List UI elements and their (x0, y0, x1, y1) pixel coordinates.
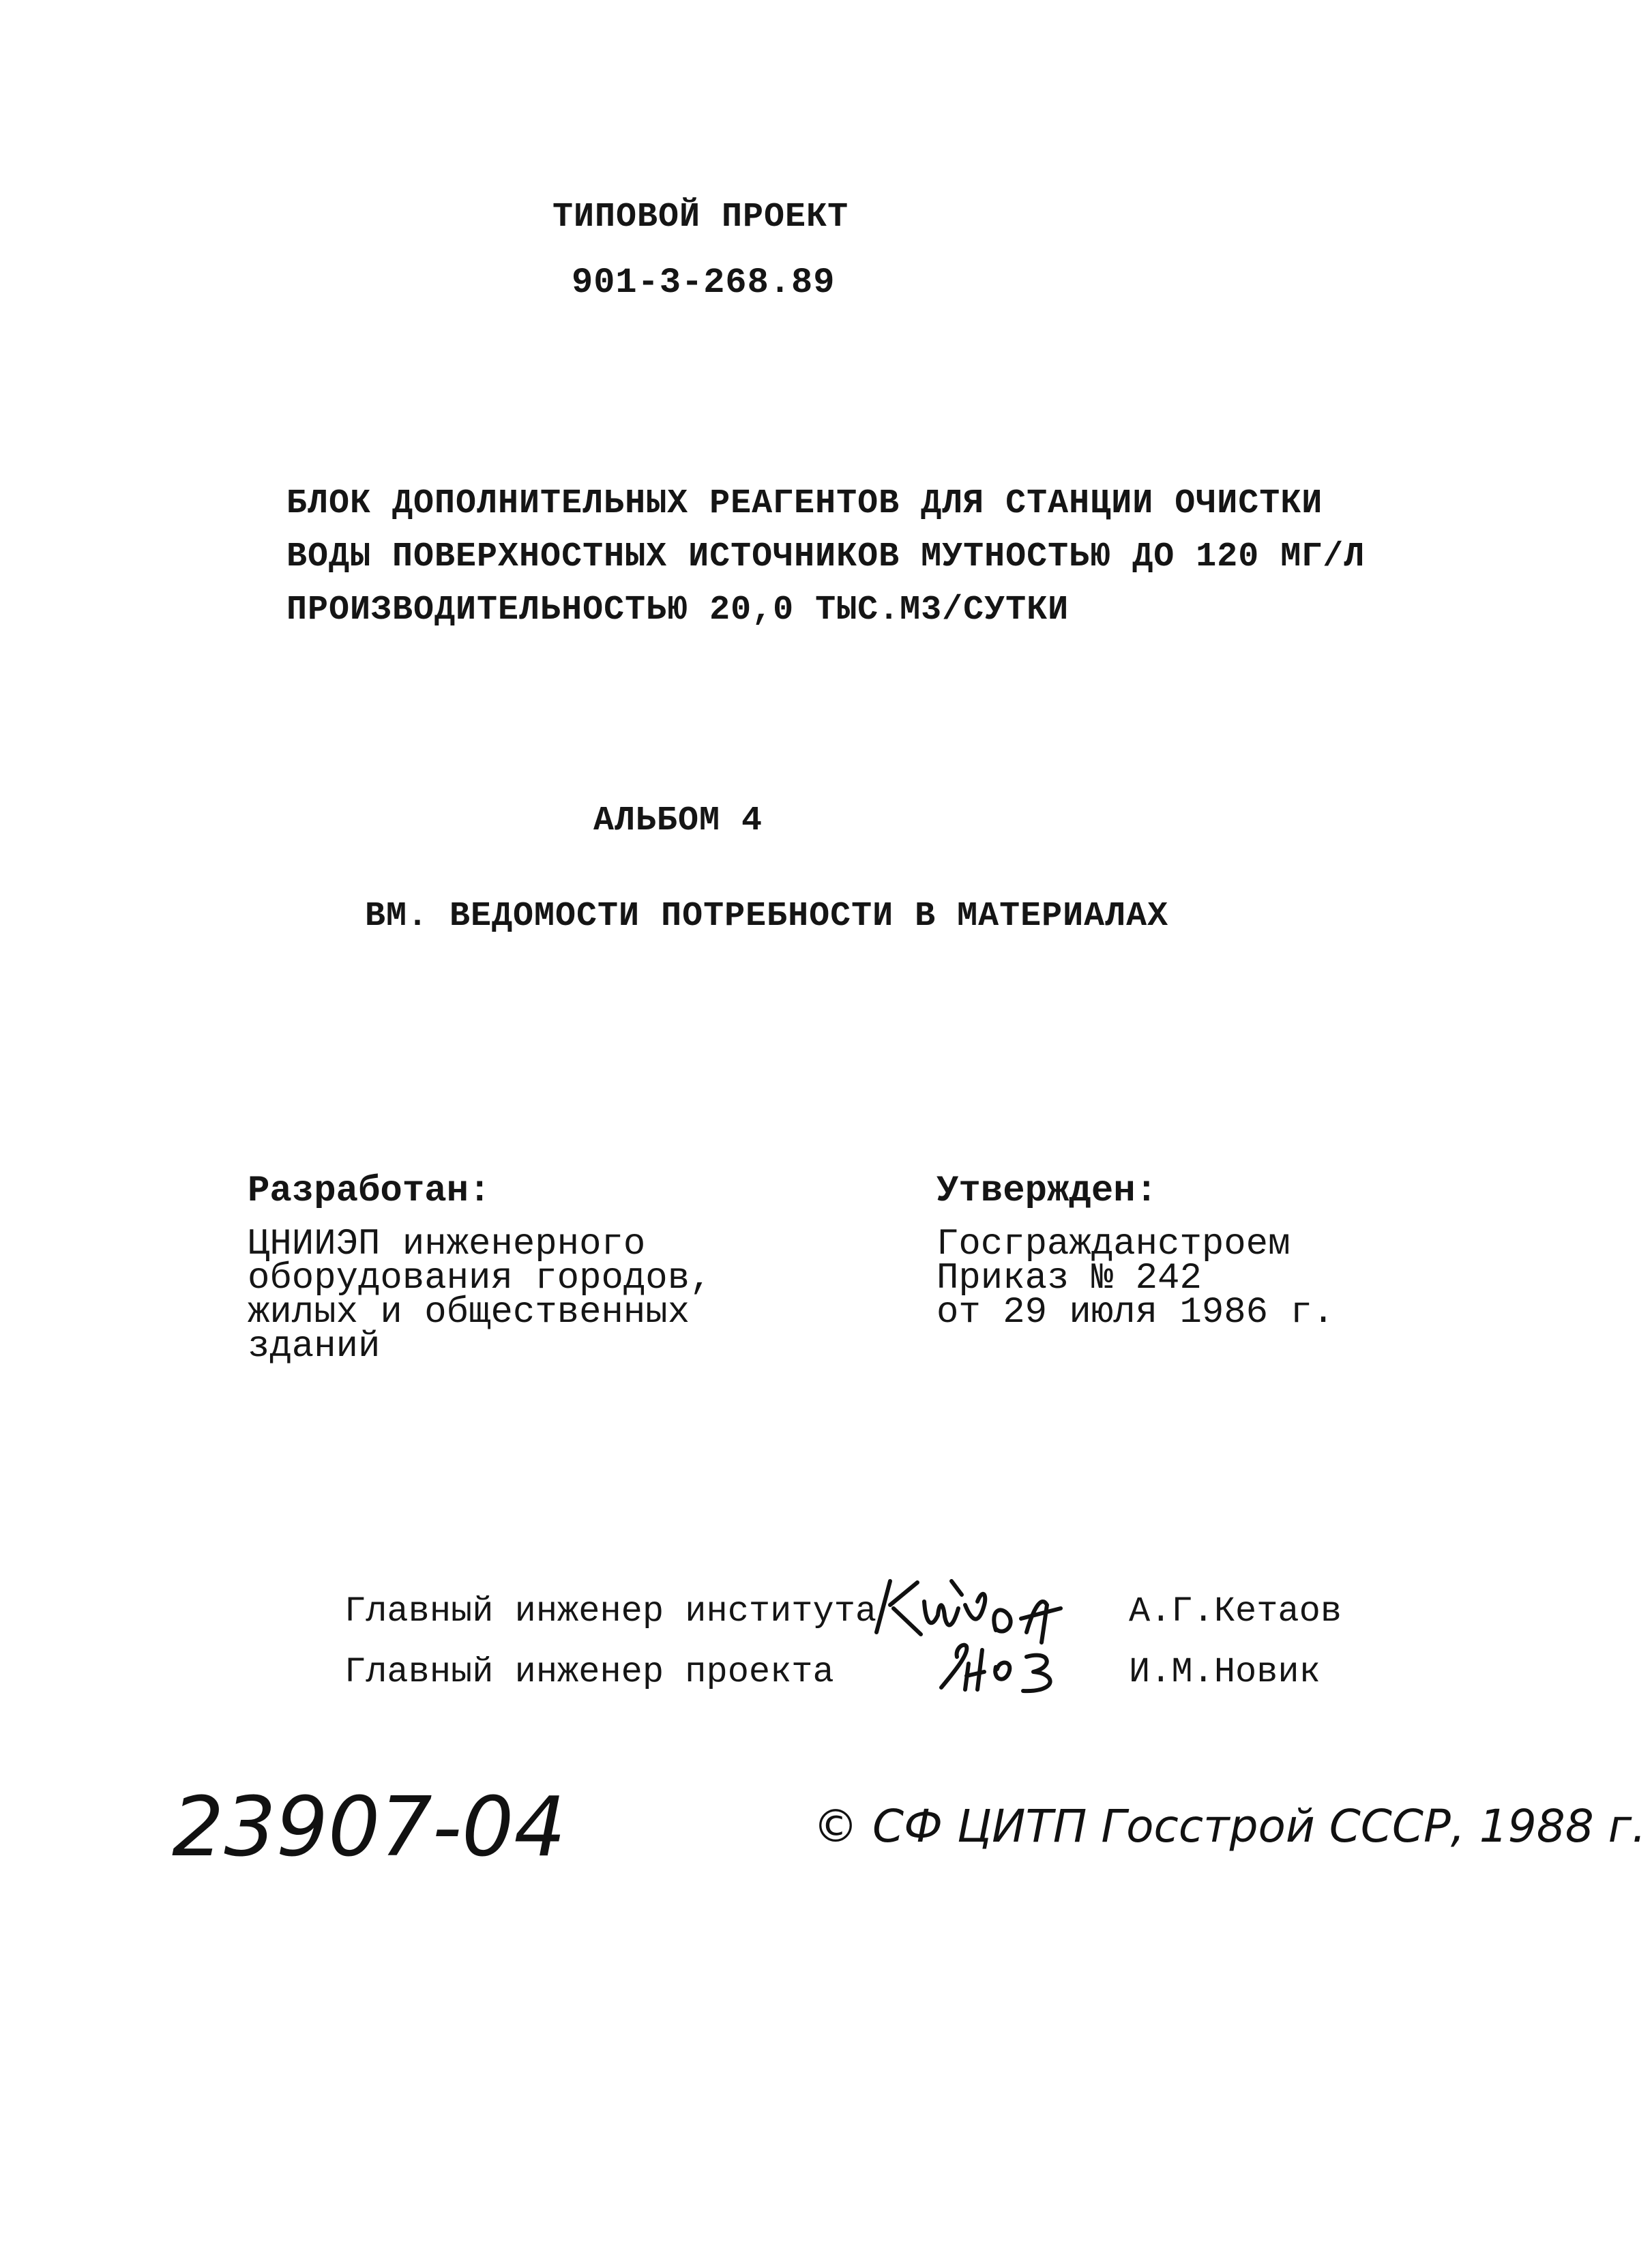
developed-heading: Разработан: (248, 1170, 491, 1212)
handwritten-archive-number-graphic (165, 1773, 566, 1883)
developed-line-4: зданий (248, 1326, 381, 1368)
signature-name: А.Г.Кетаов (1129, 1591, 1342, 1632)
signature-name: И.М.Новик (1129, 1652, 1321, 1692)
signature-row-chief-engineer-institute (344, 1591, 1342, 1632)
developed-line-2: оборудования городов, (248, 1258, 712, 1299)
approved-by-block (936, 1170, 1335, 1333)
developed-line-3: жилых и общественных (248, 1292, 690, 1333)
project-title (286, 484, 1365, 644)
signature-title: Главный инженер института (344, 1591, 877, 1632)
title-line-1: БЛОК ДОПОЛНИТЕЛЬНЫХ РЕАГЕНТОВ ДЛЯ СТАНЦИИ ОЧИСТКИ (286, 484, 1323, 523)
approved-line-1: Госгражданстроем (936, 1224, 1290, 1265)
project-number: 901-3-268.89 (572, 263, 836, 303)
title-line-2: ВОДЫ ПОВЕРХНОСТНЫХ ИСТОЧНИКОВ МУТНОСТЬЮ ДО 120 МГ/Л (286, 537, 1366, 576)
developed-by-block (248, 1170, 712, 1368)
signature-title: Главный инженер проекта (344, 1652, 834, 1692)
signature-row-chief-engineer-project (344, 1652, 1321, 1692)
developed-line-1: ЦНИИЭП инженерного (248, 1224, 646, 1265)
approved-line-3: от 29 июля 1986 г. (936, 1292, 1335, 1333)
album-subtitle: ВМ. ВЕДОМОСТИ ПОТРЕБНОСТИ В МАТЕРИАЛАХ (365, 897, 1169, 936)
copyright-stamp (813, 1782, 1647, 1881)
approved-line-2: Приказ № 242 (936, 1258, 1202, 1299)
project-label: ТИПОВОЙ ПРОЕКТ (552, 198, 849, 237)
archive-number-text: 23907-04 (172, 1780, 566, 1875)
handwritten-copyright-graphic (813, 1782, 1647, 1877)
archive-number (165, 1773, 566, 1886)
approved-heading: Утвержден: (936, 1170, 1158, 1212)
title-line-3: ПРОИЗВОДИТЕЛЬНОСТЬЮ 20,0 ТЫС.М3/СУТКИ (286, 591, 1070, 630)
album-label: АЛЬБОМ 4 (593, 801, 763, 840)
handwritten-signature-novik (931, 1636, 1088, 1698)
copyright-text: © СФ ЦИТП Госстрой СССР, 1988 г. (813, 1800, 1647, 1853)
